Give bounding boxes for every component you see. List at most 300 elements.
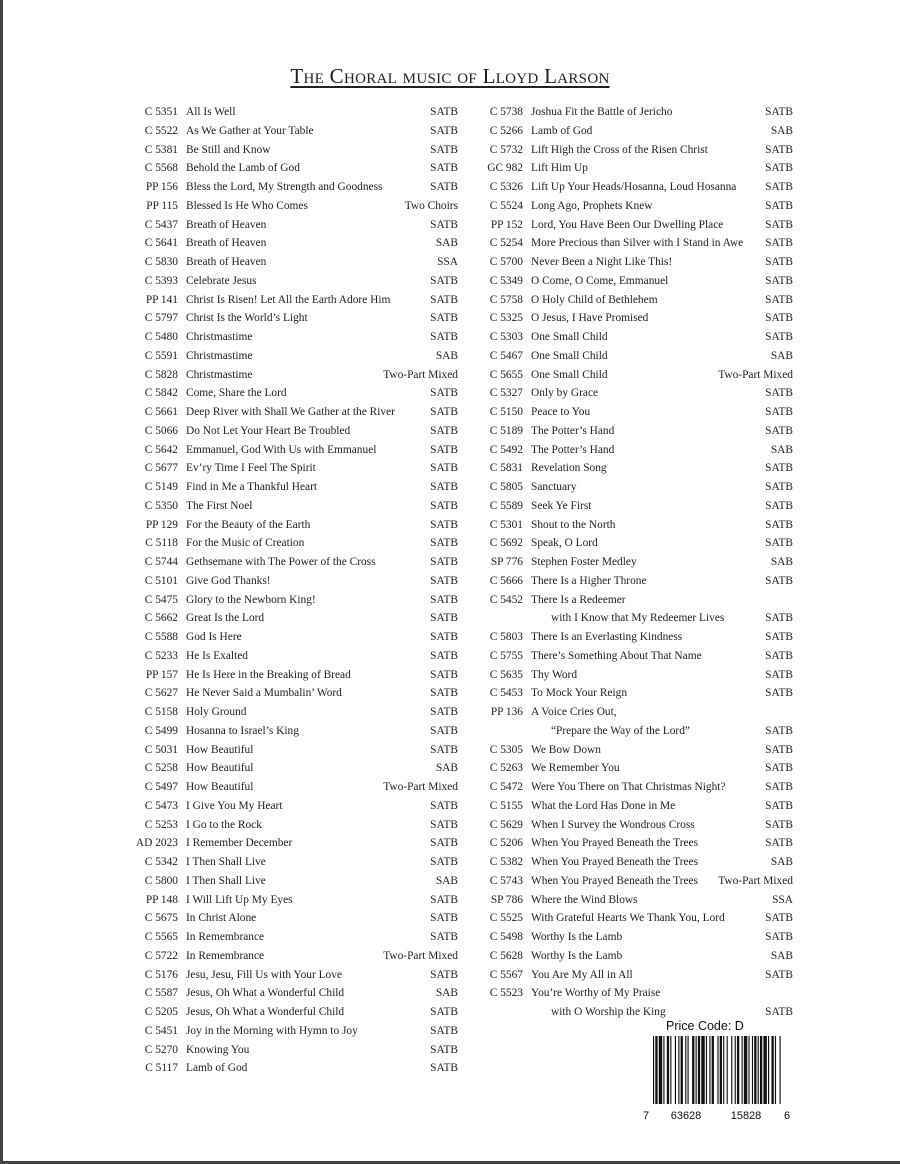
catalog-entry [473,328,793,347]
voicing: SATB [765,574,793,587]
entry-title-block [531,366,793,385]
catalog-entry [128,422,458,441]
catalog-entry [473,797,793,816]
title-line [186,234,458,253]
song-title: O Come, O Come, Emmanuel [531,274,669,287]
voicing: SATB [765,406,793,418]
entry-title-block [531,422,793,441]
barcode-bar [727,1036,728,1104]
song-title: More Precious than Silver with I Stand in Awe [531,237,744,250]
entry-title-block [531,834,793,853]
catalog-entry [128,628,458,647]
title-line [531,647,793,666]
entry-title-block [531,853,793,872]
barcode-bar [737,1036,739,1104]
song-title: Christmastime [186,331,253,343]
entry-title-block [186,684,458,703]
catalog-code: C 5591 [144,349,178,362]
title-line [186,534,458,553]
title-line [531,553,793,572]
voicing: SATB [430,556,458,568]
title-line [531,309,793,328]
title-line [531,178,793,197]
entry-title-block [186,778,458,797]
voicing: SATB [430,687,458,700]
catalog-code: C 5522 [144,124,178,137]
song-title: Sanctuary [531,481,577,493]
voicing: SATB [765,818,793,831]
voicing: SSA [772,893,793,906]
voicing: SATB [765,218,793,231]
song-title: We Remember You [531,762,620,775]
catalog-code: C 5655 [489,368,523,381]
catalog-entry [473,141,793,160]
song-title: As We Gather at Your Table [186,124,314,137]
song-title: Christ Is Risen! Let All the Earth Adore Him [186,293,391,306]
catalog-entry [473,778,793,797]
catalog-code: GC 982 [487,162,523,175]
entry-title-block [186,741,458,760]
title-line [186,666,458,685]
catalog-code: C 5642 [144,443,178,456]
song-title: Celebrate Jesus [186,274,257,287]
catalog-code: C 5743 [489,874,523,887]
entry-title-block [186,909,458,928]
catalog-entry [128,984,458,1003]
title-line [531,591,793,610]
title-line [531,797,793,816]
voicing: SATB [765,762,793,775]
barcode-bar [706,1036,707,1104]
song-title: Lift Up Your Heads/Hosanna, Loud Hosanna [531,181,737,193]
catalog-entry [128,947,458,966]
title-line [186,609,458,628]
song-title: For the Music of Creation [186,537,305,550]
barcode-bar [720,1036,722,1104]
entry-title-block [531,816,793,835]
catalog-entry [473,178,793,197]
song-title: Knowing You [186,1043,250,1056]
entry-title-block [186,553,458,572]
song-title: There Is a Redeemer [531,593,626,606]
catalog-left-column [128,103,458,1078]
catalog-code: C 5233 [144,649,178,662]
voicing: SAB [435,349,458,362]
voicing: SATB [430,481,458,493]
song-title: Christ Is the World’s Light [186,312,308,325]
catalog-entry [128,459,458,478]
catalog-entry [473,928,793,947]
title-line [186,478,458,497]
title-line [186,403,458,422]
catalog-code: C 5382 [489,856,523,868]
voicing: SATB [765,162,793,175]
song-title: Find in Me a Thankful Heart [186,481,318,493]
voicing: SATB [430,143,458,156]
title-line [186,759,458,778]
catalog-code: SP 776 [490,556,523,568]
catalog-code: C 5732 [489,143,523,156]
song-title: Long Ago, Prophets Knew [531,199,653,212]
catalog-entry [473,478,793,497]
catalog-code: C 5738 [489,106,523,118]
title-line [531,122,793,141]
voicing: SATB [430,537,458,550]
song-title: Stephen Foster Medley [531,556,637,568]
barcode-group-2: 15828 [730,1110,762,1122]
entry-title-block [186,834,458,853]
catalog-code: C 5467 [489,349,523,362]
price-code: Price Code: D [666,1019,744,1033]
catalog-code: C 5253 [144,818,178,831]
barcode-bar [731,1036,732,1104]
voicing: SATB [430,1024,458,1037]
voicing: SATB [765,387,793,400]
voicing: SATB [765,237,793,250]
title-line [186,197,458,216]
song-title: Peace to You [531,406,591,418]
catalog-code: C 5350 [144,499,178,512]
voicing: Two-Part Mixed [383,781,458,793]
barcode-bar [754,1036,756,1104]
catalog-entry [473,272,793,291]
title-line [186,103,458,122]
song-title: Were You There on That Christmas Night? [531,781,726,793]
catalog-code: C 5700 [489,256,523,268]
catalog-code: C 5492 [489,443,523,456]
catalog-entry [473,628,793,647]
title-line [531,928,793,947]
entry-title-block [531,347,793,366]
song-title-continued: with I Know that My Redeemer Lives [551,612,725,625]
title-line [186,122,458,141]
catalog-entry [128,441,458,460]
catalog-entry [473,759,793,778]
song-title: Never Been a Night Like This! [531,256,673,268]
catalog-entry [473,497,793,516]
catalog-entry [473,647,793,666]
catalog-code: C 5118 [145,537,178,550]
entry-title-block [531,778,793,797]
title-line [186,1022,458,1041]
voicing: SATB [765,912,793,925]
catalog-code: C 5525 [489,912,523,925]
voicing: SATB [765,743,793,756]
entry-title-block [186,534,458,553]
entry-title-block [531,909,793,928]
catalog-code: C 5828 [144,368,178,381]
title-line [186,497,458,516]
catalog-code: C 5101 [144,574,178,587]
catalog-entry [128,872,458,891]
catalog-code: C 5349 [489,274,523,287]
song-title: With Grateful Hearts We Thank You, Lord [531,912,725,925]
voicing: SATB [430,518,458,531]
catalog-code: C 5150 [489,406,523,418]
title-line [531,441,793,460]
catalog-code: C 5270 [144,1043,178,1056]
catalog-entry [128,1003,458,1022]
catalog-code: PP 156 [145,181,178,193]
catalog-entry [473,441,793,460]
title-line [531,834,793,853]
catalog-entry [128,703,458,722]
catalog-code: C 5692 [489,537,523,550]
voicing: SATB [765,931,793,943]
voicing: SAB [435,237,458,250]
barcode-first-digit: 7 [643,1110,650,1122]
barcode-bar [675,1036,676,1104]
voicing: SATB [765,687,793,700]
catalog-entry [128,103,458,122]
voicing: SATB [430,631,458,643]
song-title: He Never Said a Mumbalin’ Word [186,687,342,700]
catalog-entry [473,159,793,178]
catalog-code: C 5565 [144,931,178,943]
entry-title-block [186,1003,458,1022]
entry-title-block [186,328,458,347]
voicing: SATB [430,124,458,137]
catalog-entry [128,347,458,366]
song-title: Give God Thanks! [186,574,271,587]
song-title: Be Still and Know [186,143,271,156]
song-title: Speak, O Lord [531,537,598,550]
voicing: Two-Part Mixed [383,368,458,381]
voicing: SATB [430,106,458,118]
voicing: SATB [765,537,793,550]
voicing: SATB [765,274,793,287]
barcode-bar [681,1036,683,1104]
entry-title-block [531,628,793,647]
title-line [186,347,458,366]
voicing: SATB [430,724,458,737]
title-line [186,384,458,403]
voicing: SATB [765,256,793,268]
entry-title-block [531,984,793,1022]
catalog-entry [128,1059,458,1078]
song-title: He Is Exalted [186,649,248,662]
entry-title-block [186,816,458,835]
catalog-entry [128,197,458,216]
entry-title-block [531,891,793,910]
title-line [186,366,458,385]
catalog-code: C 5805 [489,481,523,493]
barcode-bar [758,1036,759,1104]
title-line [186,572,458,591]
catalog-entry [128,647,458,666]
barcode-bar [771,1036,773,1104]
voicing: SATB [430,312,458,325]
catalog-code: C 5842 [144,387,178,400]
catalog-entry [128,366,458,385]
voicing: Two-Part Mixed [718,368,793,381]
song-title: Jesu, Jesu, Fill Us with Your Love [186,968,343,981]
song-title: One Small Child [531,349,608,362]
barcode-group-1: 63628 [670,1110,702,1122]
entry-title-block [531,703,793,741]
catalog-code: C 5499 [144,724,178,737]
title-line [186,1041,458,1060]
catalog-entry [473,684,793,703]
catalog-entry [128,122,458,141]
title-line [531,459,793,478]
barcode-bar [670,1036,671,1104]
entry-title-block [531,947,793,966]
song-title: Holy Ground [186,706,247,718]
catalog-entry [128,1041,458,1060]
entry-title-block [531,141,793,160]
song-title: Shout to the North [531,518,616,531]
catalog-entry [473,741,793,760]
song-title: God Is Here [186,631,242,643]
barcode-bar [763,1036,766,1104]
barcode-bar [685,1036,686,1104]
song-title: Joy in the Morning with Hymn to Joy [186,1024,358,1037]
title-line [531,422,793,441]
entry-title-block [186,759,458,778]
voicing: SAB [435,874,458,887]
catalog-code: C 5303 [489,331,523,343]
catalog-code: PP 141 [145,293,178,306]
catalog-entry [128,834,458,853]
title-line [186,1059,458,1078]
catalog-code: C 5588 [144,631,178,643]
catalog-entry [473,422,793,441]
voicing: SATB [430,424,458,437]
song-title-continued: “Prepare the Way of the Lord” [551,724,690,737]
voicing: SATB [430,799,458,812]
voicing: SAB [435,987,458,1000]
catalog-entry [128,403,458,422]
catalog-entry [128,609,458,628]
barcode-bar [667,1036,669,1104]
title-line [531,984,793,1003]
page-title: The Choral music of Lloyd Larson [290,64,610,88]
title-line [186,703,458,722]
catalog-code: C 5205 [144,1006,178,1018]
entry-title-block [531,253,793,272]
catalog-entry [473,459,793,478]
title-line [186,459,458,478]
catalog-code: PP 157 [145,668,178,681]
entry-title-block [186,253,458,272]
voicing: Two-Part Mixed [383,949,458,962]
entry-title-block [186,1059,458,1078]
title-line [186,834,458,853]
voicing: SATB [430,331,458,343]
catalog-code: C 5258 [144,762,178,775]
song-title: Seek Ye First [531,499,592,512]
barcode-bar [780,1036,781,1104]
catalog-code: C 5675 [144,912,178,925]
catalog-entry [128,928,458,947]
voicing: SATB [430,649,458,662]
voicing: SATB [765,181,793,193]
catalog-entry [473,309,793,328]
title-line [186,872,458,891]
entry-title-block [186,366,458,385]
title-line [186,159,458,178]
title-line [186,984,458,1003]
barcode-bar [659,1036,662,1104]
song-title: For the Beauty of the Earth [186,518,311,531]
voicing: SATB [765,631,793,643]
entry-title-block [531,178,793,197]
voicing: SATB [430,274,458,287]
catalog-code: C 5722 [144,949,178,962]
voicing: SATB [430,387,458,400]
catalog-entry [473,553,793,572]
title-line [531,103,793,122]
song-title: Joshua Fit the Battle of Jericho [531,106,673,118]
catalog-entry [128,141,458,160]
voicing: SATB [765,781,793,793]
entry-title-block [186,572,458,591]
catalog-entry [128,253,458,272]
song-title: Where the Wind Blows [531,893,638,906]
entry-title-block [186,609,458,628]
catalog-entry [128,309,458,328]
catalog-code: C 5831 [489,462,523,475]
entry-title-block [186,966,458,985]
entry-title-block [531,159,793,178]
catalog-entry [473,966,793,985]
song-title: When I Survey the Wondrous Cross [531,818,695,831]
song-title: I Then Shall Live [186,874,266,887]
song-title: Hosanna to Israel’s King [186,724,299,737]
catalog-code: C 5641 [144,237,178,250]
voicing: SATB [765,612,793,625]
barcode-bar [678,1036,679,1104]
title-line [186,291,458,310]
entry-title-block [186,666,458,685]
title-line [531,478,793,497]
song-title: Gethsemane with The Power of the Cross [186,556,376,568]
title-line [531,909,793,928]
catalog-code: C 5453 [489,687,523,700]
song-title: Blessed Is He Who Comes [186,199,308,212]
catalog-entry [128,666,458,685]
voicing: Two Choirs [404,199,458,212]
barcode-bar [748,1036,749,1104]
entry-title-block [186,178,458,197]
entry-title-block [186,628,458,647]
catalog-code: C 5342 [144,856,178,868]
voicing: SATB [765,968,793,981]
catalog-entry [128,291,458,310]
catalog-entry [473,197,793,216]
barcode [641,1034,793,1124]
voicing: SATB [765,1006,793,1018]
title-line [531,628,793,647]
catalog-code: C 5797 [144,312,178,325]
catalog-entry [128,384,458,403]
catalog-entry [473,253,793,272]
entry-title-block [186,1041,458,1060]
entry-title-block [186,984,458,1003]
song-title: The Potter’s Hand [531,443,615,456]
song-title: There Is a Higher Throne [531,574,647,587]
voicing: SATB [430,931,458,943]
catalog-entry [128,778,458,797]
barcode-bar [735,1036,736,1104]
song-title: The First Noel [186,499,253,512]
catalog-code: C 5381 [144,143,178,156]
title-line [531,534,793,553]
catalog-entry [128,722,458,741]
barcode-bar [723,1036,724,1104]
song-title: O Holy Child of Bethlehem [531,293,658,306]
